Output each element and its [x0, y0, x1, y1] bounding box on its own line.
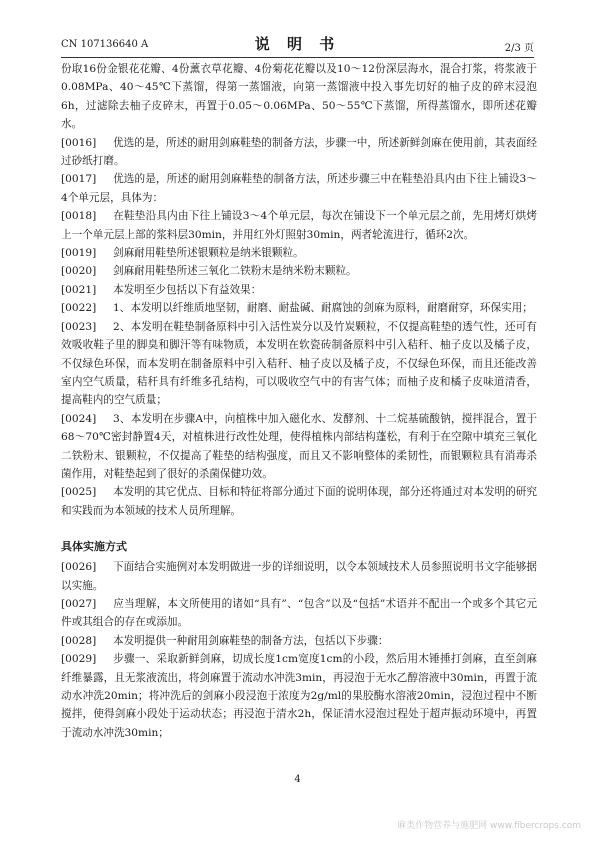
- document-title: 说 明 书: [254, 35, 341, 53]
- paragraph-text: 份取16份金银花花瓣、4份薰衣草花瓣、4份菊花花瓣以及10～12份深层海水，混合打浆，将浆液于0.08MPa、40～45℃下蒸馏，得第一蒸馏液，向第一蒸馏液中投入事先切好的柚子皮的碎末浸泡6h，过滤除去柚子皮碎末，再置于0.05～0.06MPa、50～55℃下蒸馏，所得蒸馏水，即所述花瓣水。: [61, 63, 537, 131]
- publication-number: CN 107136640 A: [61, 39, 149, 50]
- paragraph: [61, 170, 537, 207]
- paragraph: [61, 650, 537, 742]
- paragraph-text: 下面结合实施例对本发明做进一步的详细说明，以令本领域技术人员参照说明书文字能够据以实施。: [61, 561, 537, 592]
- paragraph-number: [0023]: [61, 320, 97, 333]
- paragraph-number: [0020]: [61, 265, 97, 278]
- page-indicator: 2/3 页: [504, 43, 534, 54]
- paragraph: [61, 318, 537, 410]
- paragraph-number: [0021]: [61, 283, 97, 296]
- paragraph-text: 本发明至少包括以下有益效果：: [113, 283, 262, 296]
- paragraph-number: [0017]: [61, 173, 97, 186]
- paragraph-number: [0025]: [61, 486, 97, 499]
- paragraph: [61, 207, 537, 244]
- paragraph-number: [0019]: [61, 247, 97, 260]
- paragraph-text: 本发明的其它优点、目标和特征将部分通过下面的说明体现，部分还将通过对本发明的研究和实践而为本领域的技术人员所理解。: [61, 486, 537, 517]
- paragraph-number: [0024]: [61, 412, 97, 425]
- paragraph-text: 剑麻耐用鞋垫所述银颗粒是纳米银颗粒。: [113, 247, 304, 260]
- paragraph-text: 剑麻耐用鞋垫所述三氧化二铁粉末是纳米粉末颗粒。: [113, 265, 357, 278]
- paragraph-text: 本发明提供一种耐用剑麻鞋垫的制备方法，包括以下步骤：: [113, 634, 389, 647]
- paragraph-text: 2、本发明在鞋垫制备原料中引入活性炭分以及竹炭颗粒，不仅提高鞋垫的透气性，还可有效吸收鞋子里的脚臭和脚汗等有味物质，本发明在软瓷砖制备原料中引入秸秆、柚子皮以及橘子皮，不仅绿色环保，而本发明在制备原料中引入秸秆、柚子皮以及橘子皮，不仅绿色环保，而且还能改善室内空气质量，秸秆具有纤维多孔结构，可以吸收空气中的有害气体；而柚子皮和橘子皮味道清香，提高鞋内的空气质量；: [61, 320, 537, 407]
- paragraph-number: [0016]: [61, 136, 97, 149]
- paragraph: [61, 299, 537, 317]
- paragraph: [61, 410, 537, 484]
- paragraph-number: [0018]: [61, 210, 97, 223]
- paragraph: [61, 244, 537, 262]
- section-heading: 具体实施方式: [61, 540, 127, 554]
- header-divider: [61, 57, 534, 58]
- paragraph: [61, 281, 537, 299]
- paragraph-text: 优选的是，所述的耐用剑麻鞋垫的制备方法，所述步骤三中在鞋垫沿具内由下往上铺设3～4个单元层，具体为：: [61, 173, 537, 204]
- paragraph: [61, 60, 537, 134]
- paragraph: [61, 262, 537, 280]
- paragraph: [61, 483, 537, 520]
- document-header: [61, 33, 534, 55]
- paragraph-text: 优选的是，所述的耐用剑麻鞋垫的制备方法，步骤一中，所述新鲜剑麻在使用前，其表面经过砂纸打磨。: [61, 136, 537, 168]
- paragraph-number: [0027]: [61, 597, 97, 610]
- page-number: 4: [294, 774, 301, 785]
- paragraph-number: [0022]: [61, 302, 97, 315]
- paragraph-text: 1、本发明以纤维质地坚韧，耐磨、耐盐碱、耐腐蚀的剑麻为原料，耐磨耐穿，环保实用；: [113, 302, 533, 315]
- paragraph-text: 应当理解，本文所使用的诸如“具有”、“包含”以及“包括”术语并不配出一个或多个其它元件或其组合的存在或添加。: [61, 597, 537, 629]
- paragraph: [61, 632, 537, 650]
- paragraph-number: [0026]: [61, 561, 97, 574]
- paragraph-text: 步骤一、采取新鲜剑麻，切成长度1cm宽度1cm的小段，然后用木锤捶打剑麻，直至剑麻纤维暴露，且无浆液流出，将剑麻置于流动水冲洗3min，再浸泡于无水乙醇溶液中30min，再置于流动水冲洗20min；将冲洗后的剑麻小段浸泡于浓度为2g/ml的果胶酶水溶液20min，浸泡过程中不断搅拌，使得剑麻小段处于运动状态；再浸泡于清水2h，保证清水浸泡过程处于超声振动环境中，再置于流动水冲洗30min；: [61, 653, 537, 739]
- paragraph: [61, 134, 537, 171]
- paragraph: [61, 595, 537, 632]
- paragraph-text: 3、本发明在步骤A中，向植株中加入磁化水、发酵剂、十二烷基硫酸钠，搅拌混合，置于68～70℃密封静置4天，对植株进行改性处理，使得植株内部结构蓬松，有利于在空隙中填充三氧化二铁粉末、银颗粒，不仅提高了鞋垫的结构强度，而且又不影响整体的柔韧性，而银颗粒具有消毒杀菌作用，对鞋垫起到了很好的杀菌保健功效。: [61, 412, 537, 480]
- watermark: 麻类作物营养与施肥网 www.fibercrops.com: [397, 821, 581, 831]
- document-body: [61, 60, 537, 742]
- paragraph-number: [0029]: [61, 653, 97, 666]
- paragraph-number: [0028]: [61, 634, 97, 647]
- paragraph: [61, 558, 537, 595]
- paragraph-text: 在鞋垫沿具内由下往上铺设3～4个单元层，每次在铺设下一个单元层之前，先用烤灯烘烤上一个单元层上部的浆料层30min，并用红外灯照射30min，两者轮流进行，循环2次。: [61, 210, 537, 241]
